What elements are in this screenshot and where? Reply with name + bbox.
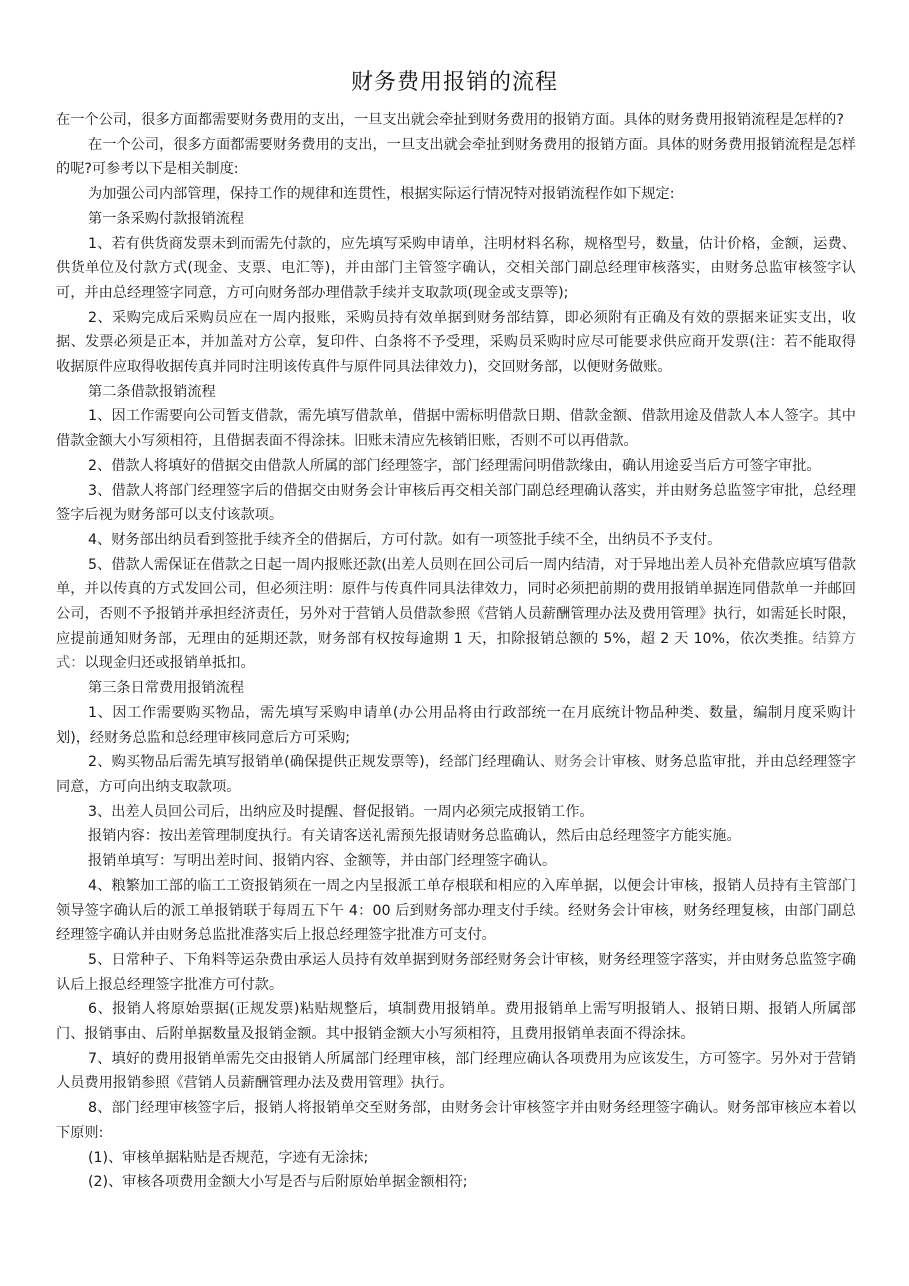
paragraph: [56, 750, 856, 799]
paragraph: 1、若有供货商发票未到而需先付款的，应先填写采购申请单，注明材料名称，规格型号，数量，估计价格，金额，运费、供货单位及付款方式(现金、支票、电汇等)，并由部门主管签字确认，交相关部门副总经理审核落实，由财务总监审核签字认可，并由总经理签字同意，方可向财务部办理借款手续并支取款项(现金或支票等);: [56, 235, 856, 301]
section-heading: 第三条日常费用报销流程: [88, 680, 245, 697]
paragraph: 4、财务部出纳员看到签批手续齐全的借据后，方可付款。如有一项签批手续不全，出纳员不予支付。: [88, 531, 722, 548]
paragraph-text: 以现金归还或报销单抵扣。: [84, 655, 255, 672]
paragraph: 3、借款人将部门经理签字后的借据交由财务会计审核后再交相关部门副总经理确认落实，并由财务总监签字审批，总经理签字后视为财务部可以支付该款项。: [56, 482, 856, 524]
list-item: (2)、审核各项费用金额大小写是否与后附原始单据金额相符;: [88, 1174, 468, 1191]
paragraph-text: 审核、财务总监审批，并由总经理签字同意，方可向出纳支取款项。: [56, 754, 856, 795]
paragraph: 5、日常种子、下角料等运杂费由承运人员持有效单据到财务部经财务会计审核，财务经理签字落实，并由财务总监签字确认后上报总经理签字批准方可付款。: [56, 951, 856, 993]
paragraph-text: 5、借款人需保证在借款之日起一周内报账还款(出差人员则在回公司后一周内结清，对于异地出差人员补充借款应填写借款单，并以传真的方式发回公司，但必须注明：原件与传真件同具法律效力，同时必须把前期的费用报销单据连同借款单一并邮回公司，否则不予报销并承担经济责任，另外对于营销人员借款参照《营销人员薪酬管理办法及费用管理》执行，如需延长时限，应提前通知财务部，无理由的延期还款，财务部有权按每逾期 1 天，扣除报销总额的 5%，超 2 天 10%，依次类推。: [56, 556, 856, 647]
list-item: (1)、审核单据粘贴是否规范，字迹有无涂抹;: [88, 1149, 369, 1166]
paragraph: 2、采购完成后采购员应在一周内报账，采购员持有效单据到财务部结算，即必须附有正确及有效的票据来证实支出，收据、发票必须是正本，并加盖对方公章，复印件、白条将不予受理，采购员采购时应尽可能要求供应商开发票(注：若不能取得收据原件应取得收据传真并同时注明该传真件与原件同具法律效力)，交回财务部，以便财务做账。: [56, 309, 856, 376]
paragraph: 1、因工作需要购买物品，需先填写采购申请单(办公用品将由行政部统一在月底统计物品种类、数量，编制月度采购计划)，经财务总监和总经理审核同意后方可采购;: [56, 704, 856, 746]
paragraph: 7、填好的费用报销单需先交由报销人所属部门经理审核，部门经理应确认各项费用为应该发生，方可签字。另外对于营销人员费用报销参照《营销人员薪酬管理办法及费用管理》执行。: [56, 1050, 856, 1092]
section-heading: 第二条借款报销流程: [88, 383, 216, 400]
paragraph: 报销内容：按出差管理制度执行。有关请客送礼需预先报请财务总监确认，然后由总经理签字方能实施。: [88, 828, 741, 845]
settlement-label: 结算方式：: [56, 630, 856, 672]
paragraph: 3、出差人员回公司后，出纳应及时提醒、督促报销。一周内必须完成报销工作。: [88, 803, 594, 820]
paragraph: [56, 553, 856, 677]
paragraph: 4、粮繁加工部的临工工资报销须在一周之内呈报派工单存根联和相应的入库单据，以便会计审核，报销人员持有主管部门领导签字确认后的派工单报销联于每周五下午 4：00 后到财务部办理支付手续。经财务会计审核，财务经理复核，由部门副总经理签字确认并由财务总监批准落实后上报总经理签字批准方可支付。: [56, 877, 856, 944]
document-title: 财务费用报销的流程: [350, 70, 558, 95]
intro-paragraph: 在一个公司，很多方面都需要财务费用的支出，一旦支出就会牵扯到财务费用的报销方面。具体的财务费用报销流程是怎样的?: [56, 112, 844, 128]
section-heading: 第一条采购付款报销流程: [88, 210, 245, 227]
paragraph-text: 2、购买物品后需先填写报销单(确保提供正规发票等)，经部门经理确认、: [88, 754, 555, 771]
paragraph: 为加强公司内部管理，保持工作的规律和连贯性，根据实际运行情况特对报销流程作如下规定:: [88, 186, 675, 203]
paragraph: 8、部门经理审核签字后，报销人将报销单交至财务部，由财务会计审核签字并由财务经理签字确认。财务部审核应本着以下原则:: [56, 1100, 856, 1141]
highlight-text: 财务会计: [554, 754, 612, 771]
paragraph: 报销单填写：写明出差时间、报销内容、金额等，并由部门经理签字确认。: [88, 853, 557, 870]
paragraph: 1、因工作需要向公司暂支借款，需先填写借款单，借据中需标明借款日期、借款金额、借款用途及借款人本人签字。其中借款金额大小写须相符，且借据表面不得涂抹。旧账未清应先核销旧账，否则不可以再借款。: [56, 408, 856, 450]
document-body: [56, 108, 856, 1195]
paragraph: 6、报销人将原始票据(正规发票)粘贴规整后，填制费用报销单。费用报销单上需写明报销人、报销日期、报销人所属部门、报销事由、后附单据数量及报销金额。其中报销金额大小写须相符，且费用报销单表面不得涂抹。: [56, 1001, 856, 1043]
paragraph: 2、借款人将填好的借据交由借款人所属的部门经理签字，部门经理需问明借款缘由，确认用途妥当后方可签字审批。: [88, 457, 821, 474]
paragraph: 在一个公司，很多方面都需要财务费用的支出，一旦支出就会牵扯到财务费用的报销方面。具体的财务费用报销流程是怎样的呢?可参考以下是相关制度:: [56, 136, 856, 178]
